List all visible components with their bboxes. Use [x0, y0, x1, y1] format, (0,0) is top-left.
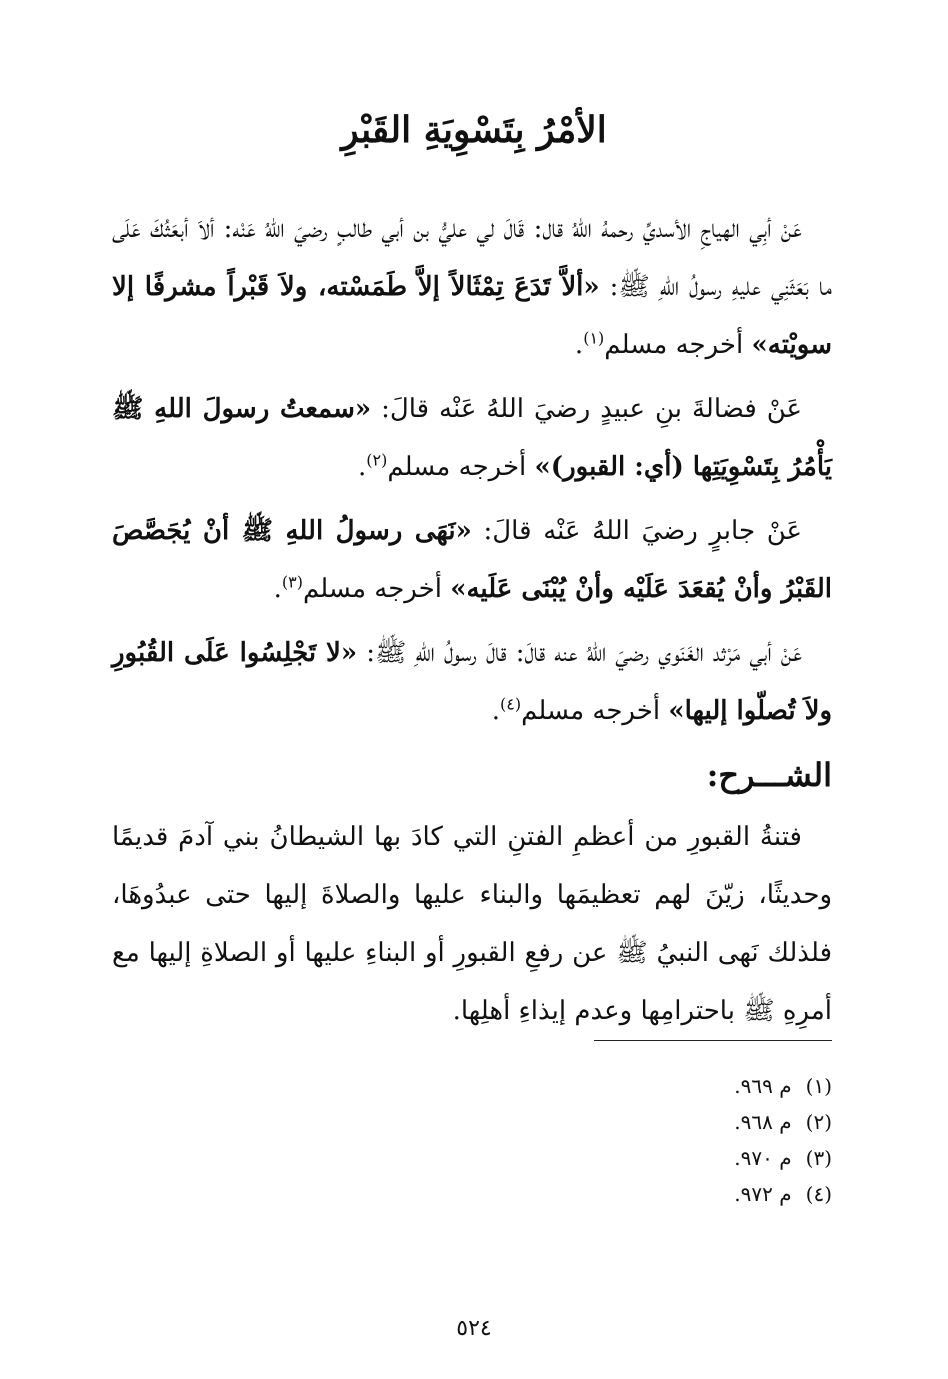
hadith-paragraph — [112, 200, 832, 374]
hadith-source: أخرجه مسلم — [302, 574, 451, 604]
footnote-text: م ٩٧٢. — [734, 1182, 792, 1206]
hadith-paragraph — [112, 380, 832, 496]
sharh-body: فتنةُ القبورِ من أعظمِ الفتنِ التي كادَ بها الشيطانُ بني آدمَ قديمًا وحديثًا، زيّنَ لهم تعظيمَها والبناء عليها والصلاةَ إليها حتى عبدُوهَا، فلذلك نَهى النبيُ ﷺ عن رفعِ القبورِ أو البناءِ عليها أو الصلاةِ إليها مع أمرِهِ ﷺ باحترامِها وعدم إيذاءِ أهلِها. — [112, 822, 832, 1026]
hadith-paragraph — [112, 624, 832, 740]
hadith-paragraph — [112, 502, 832, 618]
footnote-item — [432, 1068, 832, 1104]
footnote-number: (٢) — [805, 1110, 832, 1134]
hadith-source: أخرجه مسلم — [387, 452, 535, 482]
hadith-end: . — [574, 330, 584, 360]
hadith-intro: عَنْ جابرٍ رضيَ اللهُ عَنْه قالَ: — [471, 516, 803, 546]
hadith-source: أخرجه مسلم — [521, 696, 669, 726]
footnote-number: (١) — [805, 1074, 832, 1098]
hadith-quote: «لا تَجْلِسُوا عَلَى القُبُورِ ولاَ تُصلّوا إليها» — [112, 638, 832, 726]
footnote-text: م ٩٦٨. — [734, 1110, 792, 1134]
footnote-number: (٣) — [805, 1146, 832, 1170]
main-text — [112, 200, 832, 1040]
sharh-heading: الشـــرح: — [706, 756, 832, 794]
footnote-item — [432, 1176, 832, 1212]
footnote-divider — [594, 1040, 832, 1041]
footnotes — [432, 1068, 832, 1212]
footnote-ref: (٢) — [366, 450, 388, 470]
hadith-quote: «سمعتُ رسولَ اللهِ ﷺ يَأْمُرُ بِتَسْوِيَتِها (أي: القبور)» — [112, 394, 832, 482]
hadith-source: أخرجه مسلم — [604, 330, 752, 360]
footnote-number: (٤) — [805, 1182, 832, 1206]
hadith-end: . — [273, 574, 282, 604]
hadith-end: . — [491, 696, 500, 726]
footnote-item — [432, 1104, 832, 1140]
hadith-end: . — [357, 452, 367, 482]
page-title: الأمْرُ بِتَسْوِيَةِ القَبْرِ — [341, 109, 607, 151]
footnote-ref: (٤) — [500, 694, 522, 714]
hadith-intro: عَنْ فضالةَ بنِ عبيدٍ رضيَ اللهُ عَنْه قالَ: — [371, 394, 803, 424]
footnote-item — [432, 1140, 832, 1176]
footnote-text: م ٩٧٠. — [734, 1146, 792, 1170]
hadith-intro: عَنْ أبِي الهياجِ الأسديِّ رحمهُ اللهُ قال: قَالَ لي عليُّ بن أبي طالبٍ رضيَ اللهُ عَنْه: ألاَ أبعَثُكَ عَلَى ما بَعَثَنِي عليهِ رسولُ اللهِ ﷺ: — [112, 214, 832, 302]
footnote-ref: (٣) — [281, 572, 303, 592]
hadith-quote: «ألاَّ تَدَعَ تِمْثَالاً إلاَّ طَمَسْته، ولاَ قَبْراً مشرفًا إلا سويْته» — [112, 272, 832, 360]
footnote-ref: (١) — [583, 328, 605, 348]
footnote-text: م ٩٦٩. — [734, 1074, 792, 1098]
hadith-intro: عَنْ أبي مَرْثد الغَنَوي رضيَ اللهُ عنه قالَ: قالَ رسولُ اللهِ ﷺ: — [357, 638, 803, 668]
page-number: ٥٢٤ — [456, 1316, 492, 1341]
hadith-quote: «نَهَى رسولُ اللهِ ﷺ أنْ يُجَصَّصَ القَبْرُ وأنْ يُقعَدَ عَلَيْه وأنْ يُبْنَى عَلَيه» — [112, 516, 832, 604]
